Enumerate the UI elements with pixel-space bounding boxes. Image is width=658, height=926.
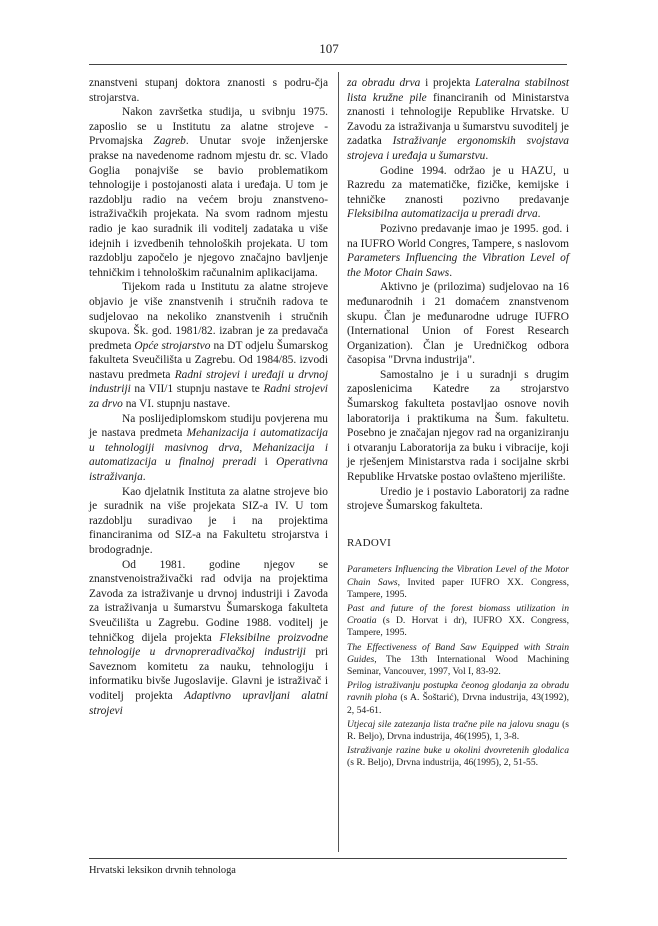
italic-title-text: Parameters Influencing the Vibration Level of the Motor Chain Saws [347, 252, 569, 279]
body-text: , Invited paper IUFRO XX. Congress, Tampere, 1995. [347, 576, 569, 600]
italic-title-text: za obradu drva [347, 77, 421, 89]
body-text: na VII/1 stupnju nastave te [130, 383, 264, 396]
italic-title-text: Opće strojarstvo [134, 339, 211, 352]
paragraph [89, 558, 328, 719]
page-number: 107 [319, 41, 339, 56]
italic-title-text: Past and future of the forest biomass utilization in Croatia [347, 603, 569, 627]
paragraph [89, 412, 328, 485]
body-text: . [537, 208, 541, 221]
reference-entry [347, 680, 569, 717]
body-text: Samostalno je i u suradnji s drugim zaposlenicima Katedre za strojarstvo Šumarskog fakulteta postavljao osnove novih laboratorija i praktikuma na Šum. fakultetu. Posebno je značajan njegov rad na organiziranju i otvaranju Laboratorija za buku i vibracije, koji je rješenjem Ministarstva rada i socijalne skrbi Republike Hrvatske postao ovlašteno mjerilište. [347, 368, 569, 484]
reference-entry [347, 719, 569, 743]
paragraph [89, 280, 328, 411]
paragraph [347, 485, 569, 514]
italic-title-text: Istraživanje razine buke u okolini dvovretenih glodalica [347, 745, 569, 757]
body-text: pri Saveznom komitetu za nauku, tehnologiju i informatiku bivše Jugoslavije. Glavni je istraživač i voditelj projekta [89, 646, 328, 702]
body-text: znanstveni stupanj doktora znanosti s podru- [89, 77, 315, 89]
paragraph [89, 105, 328, 280]
paragraph [347, 164, 569, 222]
italic-title-text: Fleksibilne proizvodne tehnologije u drvnopreradivačkoj industriji [89, 631, 328, 659]
body-text: (s A. Šoštarić), Drvna industrija, 43(1992), 2, 54-61. [347, 692, 569, 716]
body-text: Godine 1994. održao je u HAZU, u Razredu za matematičke, fizičke, kemijske i tehničke znanosti pozivno predavanje [347, 164, 569, 206]
body-text: . Unutar svoje inženjerske prakse na navedenome radnom mjestu dr. sc. Vlado Goglia ponajviše se bavio problematikom tehnologije i postojanosti alata i uređaja. U tom je razdoblju radio na većem broju znanstveno-istraživačkih projekata. Na svom radnom mjestu radio je kao suradnik ili voditelj zadataka u više idejnih i izvedbenih tehnoloških projekata. U tom razdoblju započelo je njegovo značajno bavljenje tehničkim i tehnološkim računalnim aplikacijama. [89, 135, 328, 279]
body-text: Nakon završetka studija, u svibnju 1975. zaposlio se u Institutu za alatne strojeve - Prvomajska [89, 106, 328, 148]
reference-entry [347, 745, 569, 769]
paragraph [347, 280, 569, 368]
italic-title-text: Lateralna stabilnost lista kružne pile [347, 77, 569, 104]
italic-title-text: Mehanizacija i automatizacija u tehnologiji masivnog drva [89, 427, 329, 454]
reference-entry [347, 564, 569, 601]
left-column [89, 76, 328, 718]
body-text: Tijekom rada u Institutu za alatne strojeve objavio je više znanstvenih i stručnih radova te sudjelovao na nekoliko znanstvenih i stručnih skupova. Šk. god. 1981/82. izabran je za predavača predmeta [89, 281, 328, 352]
body-text: Aktivno je (prilozima) sudjelovao na 16 međunarodnih i 21 domaćem znanstvenom skupu. Član je međunarodne udruge IUFRO (International Union of Forest Research Organization). Član je Uredničkog odbora časopisa "Drvna industrija". [347, 281, 569, 367]
body-text: Od 1981. godine njegov se znanstvenoistraživački rad odvija na projektima Zavoda za istraživanje u drvnoj industriji i Zavoda za istraživanja u šumarstvu Šumarskoga fakulteta Sveučilišta u Zagrebu. Godine 1988. voditelj je tehničkog dijela projekta [89, 558, 328, 644]
right-column-paragraphs [347, 76, 569, 514]
reference-entry [347, 642, 569, 679]
body-text: i [256, 456, 277, 469]
footer-text: Hrvatski leksikon drvnih tehnologa [89, 865, 236, 876]
italic-title-text: Parameters Influencing the Vibration Level of the Motor Chain Saws [347, 564, 569, 588]
body-text: (s D. Horvat i dr), IUFRO XX. Congress, Tampere, 1995. [347, 615, 569, 639]
body-text: na VI. stupnju nastave. [122, 398, 231, 411]
paragraph [347, 368, 569, 485]
references-heading: RADOVI [347, 536, 391, 549]
italic-title-text: Utjecaj sile zatezanja lista tračne pile na jalovu snagu [347, 718, 560, 730]
body-text: Kao djelatnik Instituta za alatne strojeve bio je suradnik na više projekata SIZ-a IV. U tom razdoblju suradivao je i na projektima financiranima od SIZ-a na Fakultetu strojarstva i brodogradnje. [89, 485, 328, 556]
italic-title-text: Fleksibilna automatizacija u preradi drva [347, 208, 538, 221]
body-text: (s R. Beljo), Drvna industrija, 46(1995), 2, 51-55. [347, 757, 539, 769]
italic-title-text: The Effectiveness of Band Saw Equipped with Strain Guides [347, 641, 569, 665]
body-text: i projekta [420, 77, 476, 89]
paragraph [347, 222, 569, 280]
body-text: . [485, 149, 489, 162]
paragraph [89, 76, 328, 105]
italic-title-text: Adaptivno upravljani alatni strojevi [89, 689, 328, 717]
column-divider [338, 72, 339, 852]
reference-entry [347, 603, 569, 640]
body-text: čja strojarstva. [89, 77, 328, 104]
body-text: Pozivno predavanje imao je 1995. god. i na IUFRO World Congres, Tampere, s naslovom [347, 222, 569, 250]
italic-title-text: Radni strojevi i uređaji u drvnoj industriji [89, 368, 328, 396]
body-text: financiranih od Ministarstva znanosti i tehnologije Republike Hrvatske. U Zavodu za istraživanja u šumarstvu suvoditelj je zadatka [347, 91, 570, 148]
right-column [347, 76, 569, 772]
italic-title-text: Operativna istraživanja [89, 456, 328, 484]
italic-title-text: Mehanizacija i automatizacija u finalnoj preradi [89, 441, 328, 469]
body-text: , [239, 441, 253, 454]
italic-title-text: Istraživanje ergonomskih svojstava strojeva i uređaja u šumarstvu [347, 135, 569, 162]
body-text: (s R. Beljo), Drvna industrija, 46(1995), 1, 3-8. [347, 718, 569, 743]
body-text: . [142, 471, 146, 484]
references-list [347, 564, 569, 769]
italic-title-text: Prilog istraživanju postupka čeonog glodanja za obradu ravnih ploha [347, 680, 569, 704]
body-text: . [449, 266, 453, 279]
body-text: Na poslijediplomskom studiju povjerena mu je nastava predmeta [89, 412, 328, 440]
header-rule [89, 64, 567, 65]
italic-title-text: Zagreb [153, 135, 186, 148]
italic-title-text: Radni strojevi za drvo [89, 383, 328, 411]
paragraph [89, 485, 328, 558]
paragraph [347, 76, 569, 164]
body-text: na DT odjelu Šumarskog fakulteta Sveučilišta u Zagrebu. Od 1984/85. izvodi nastavu predmeta [89, 339, 328, 381]
footer-rule [89, 858, 567, 859]
body-text: , The 13th International Wood Machining Seminar, Vancouver, 1997, Vol I, 83-92. [347, 653, 569, 678]
body-text: Uredio je i postavio Laboratorij za radne strojeve Šumarskog fakulteta. [347, 485, 569, 513]
